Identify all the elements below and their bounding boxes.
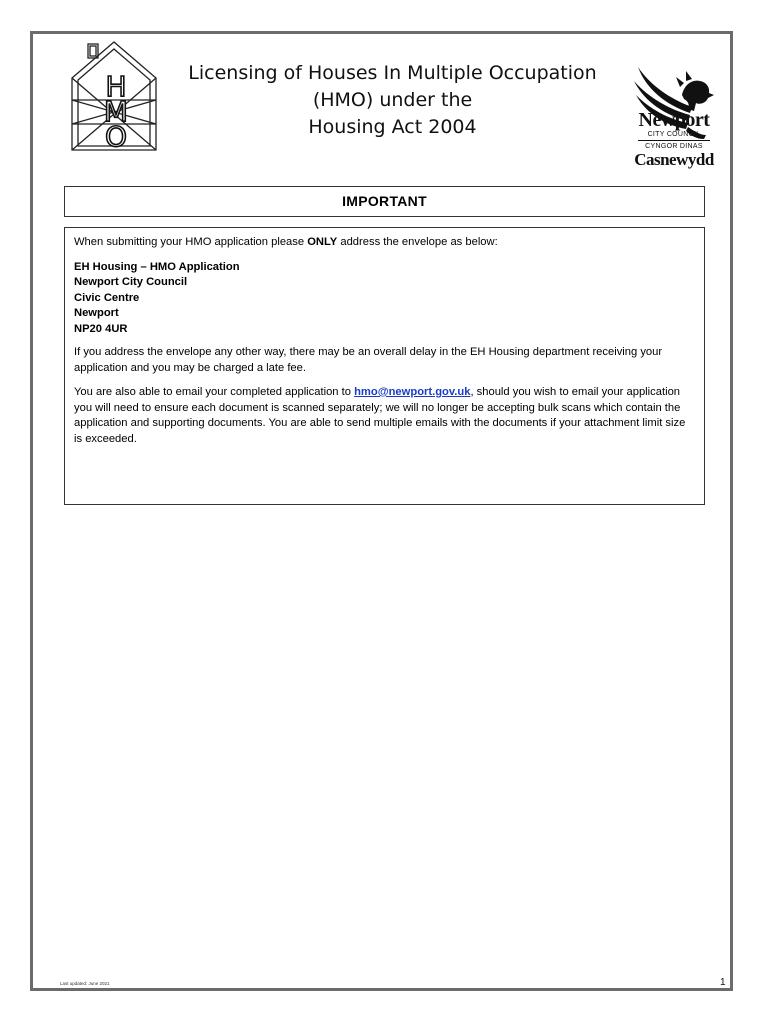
intro-text-after: address the envelope as below: [337, 236, 498, 248]
hmo-letter-h: H [105, 70, 127, 103]
warning-paragraph: If you address the envelope any other way, there may be an overall delay in the EH Housing department receiving your application and you may be charged a late fee. [74, 346, 663, 374]
hmo-letter-o: O [104, 120, 128, 153]
council-logo-line2: CITY COUNCIL [647, 131, 701, 138]
last-updated-note: Last updated: June 2021 [60, 981, 110, 986]
title-line-3: Housing Act 2004 [308, 116, 477, 138]
title-line-2: (HMO) under the [312, 89, 473, 111]
notice-content [64, 227, 705, 505]
document-title [165, 60, 620, 141]
hmo-letter-m: M [103, 95, 129, 128]
important-heading: IMPORTANT [64, 186, 705, 217]
address-line-2: Newport City Council [74, 276, 188, 288]
council-logo-line1: Newport [638, 109, 710, 131]
email-link[interactable]: hmo@newport.gov.uk [354, 386, 471, 398]
email-text-after: , should you wish to email your application you will need to ensure each document is scanned separately; we will no longer be accepting bulk scans which contain the application and supporting documents. You are able to send multiple emails with the documents if your attachment limit size is exceeded. [74, 386, 686, 445]
address-line-3: Civic Centre [74, 291, 140, 304]
intro-emphasis: ONLY [307, 236, 338, 248]
address-line-4: Newport [74, 307, 119, 319]
address-line-5: NP20 4UR [74, 322, 128, 335]
intro-paragraph [74, 235, 695, 251]
newport-council-logo [634, 110, 714, 169]
email-text-before: You are also able to email your completed application to [74, 386, 355, 398]
address-line-1: EH Housing – HMO Application [74, 260, 240, 273]
postal-address [74, 260, 695, 338]
council-logo-divider [638, 140, 710, 141]
hmo-house-logo [64, 38, 164, 154]
page-frame [30, 31, 733, 991]
page-number: 1 [720, 977, 726, 988]
council-logo-line3: CYNGOR DINAS [645, 143, 703, 150]
council-logo-line4: Casnewydd [634, 150, 714, 169]
title-line-1: Licensing of Houses In Multiple Occupation [188, 62, 597, 84]
intro-text-before: When submitting your HMO application please [74, 236, 308, 248]
email-paragraph [74, 385, 695, 447]
